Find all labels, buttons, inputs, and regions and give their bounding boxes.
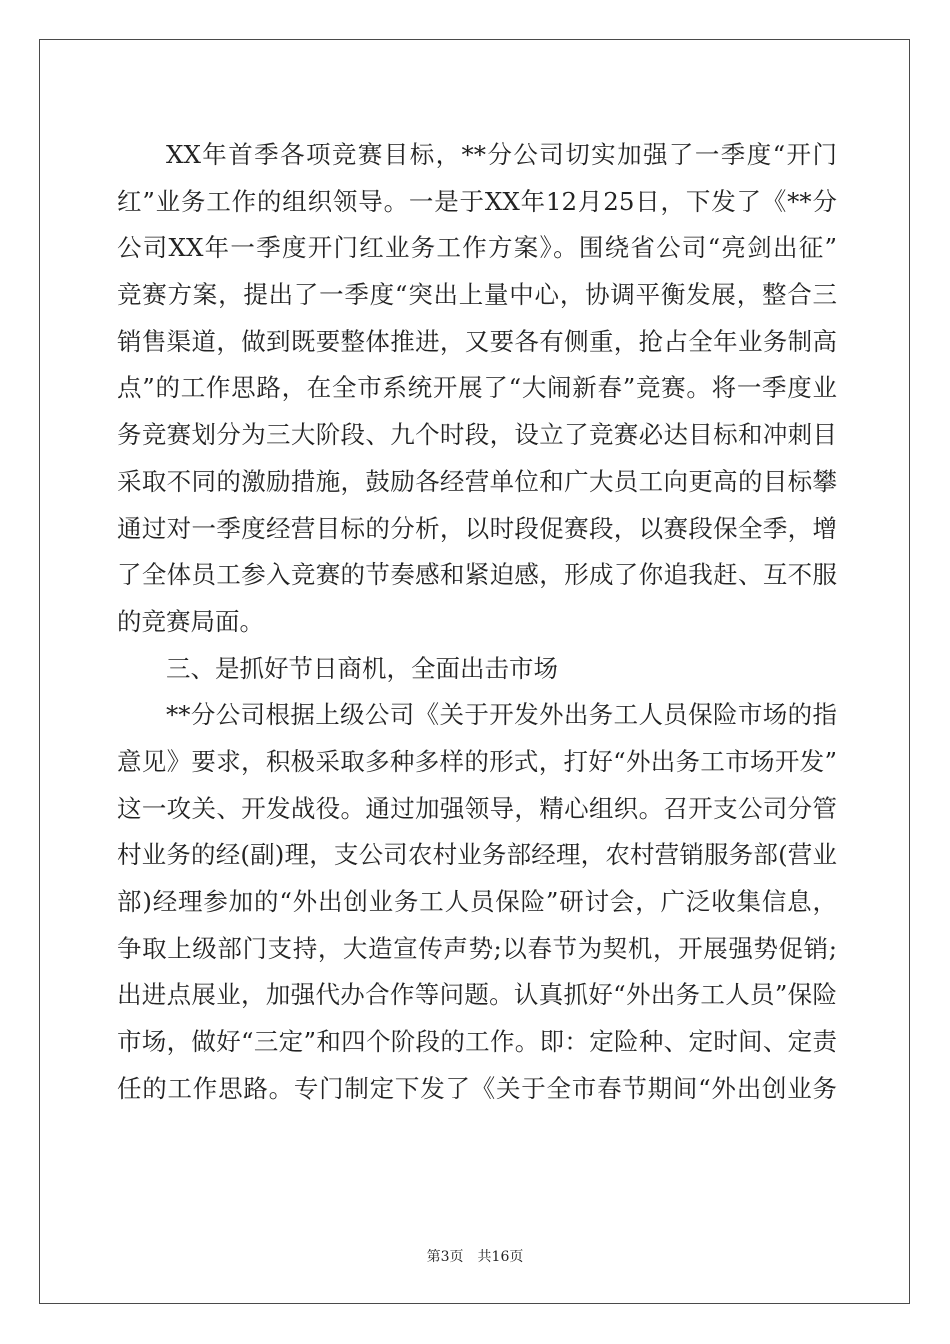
paragraph-line: 出进点展业，加强代办合作等问题。认真抓好“外出务工人员”保险 <box>117 980 837 1010</box>
section-heading: 三、是抓好节日商机，全面出击市场 <box>166 653 558 683</box>
paragraph-line: 争取上级部门支持，大造宣传声势;以春节为契机，开展强势促销; <box>117 933 837 963</box>
paragraph-line: 竞赛方案，提出了一季度“突出上量中心，协调平衡发展，整合三 <box>117 280 837 310</box>
paragraph-line: 点”的工作思路，在全市系统开展了“大闹新春”竞赛。将一季度业 <box>117 373 837 403</box>
paragraph-line: 采取不同的激励措施，鼓励各经营单位和广大员工向更高的目标攀 <box>117 466 837 496</box>
paragraph-line: 公司XX年一季度开门红业务工作方案》。围绕省公司“亮剑出征” <box>117 233 837 263</box>
paragraph-line: 意见》要求，积极采取多种多样的形式，打好“外出务工市场开发” <box>117 746 837 776</box>
paragraph-line: 了全体员工参入竞赛的节奏感和紧迫感，形成了你追我赶、互不服 <box>117 560 837 590</box>
document-body <box>117 132 837 1112</box>
paragraph-line: 这一攻关、开发战役。通过加强领导，精心组织。召开支公司分管 <box>117 793 837 823</box>
paragraph-line: 任的工作思路。专门制定下发了《关于全市春节期间“外出创业务 <box>117 1073 837 1103</box>
paragraph-line: 通过对一季度经营目标的分析，以时段促赛段，以赛段保全季，增 <box>117 513 837 543</box>
page-number: 第3页 <box>426 1249 464 1265</box>
page-footer <box>0 1246 950 1266</box>
paragraph-line: 务竞赛划分为三大阶段、九个时段，设立了竞赛必达目标和冲刺目 <box>117 420 837 450</box>
paragraph-line: 部)经理参加的“外出创业务工人员保险”研讨会，广泛收集信息， <box>117 887 837 916</box>
paragraph-line: XX年首季各项竞赛目标，**分公司切实加强了一季度“开门 <box>166 140 837 169</box>
paragraph-line: 的竞赛局面。 <box>117 606 264 636</box>
paragraph-line: 村业务的经(副)理，支公司农村业务部经理，农村营销服务部(营业 <box>117 840 837 870</box>
paragraph-line: **分公司根据上级公司《关于开发外出务工人员保险市场的指 <box>166 700 837 730</box>
paragraph-line: 市场，做好“三定”和四个阶段的工作。即：定险种、定时间、定责 <box>117 1027 837 1057</box>
paragraph-line: 销售渠道，做到既要整体推进，又要各有侧重，抢占全年业务制高 <box>117 326 837 356</box>
page-total: 共16页 <box>477 1249 524 1265</box>
paragraph-line: 红”业务工作的组织领导。一是于XX年12月25日，下发了《**分 <box>117 186 837 216</box>
